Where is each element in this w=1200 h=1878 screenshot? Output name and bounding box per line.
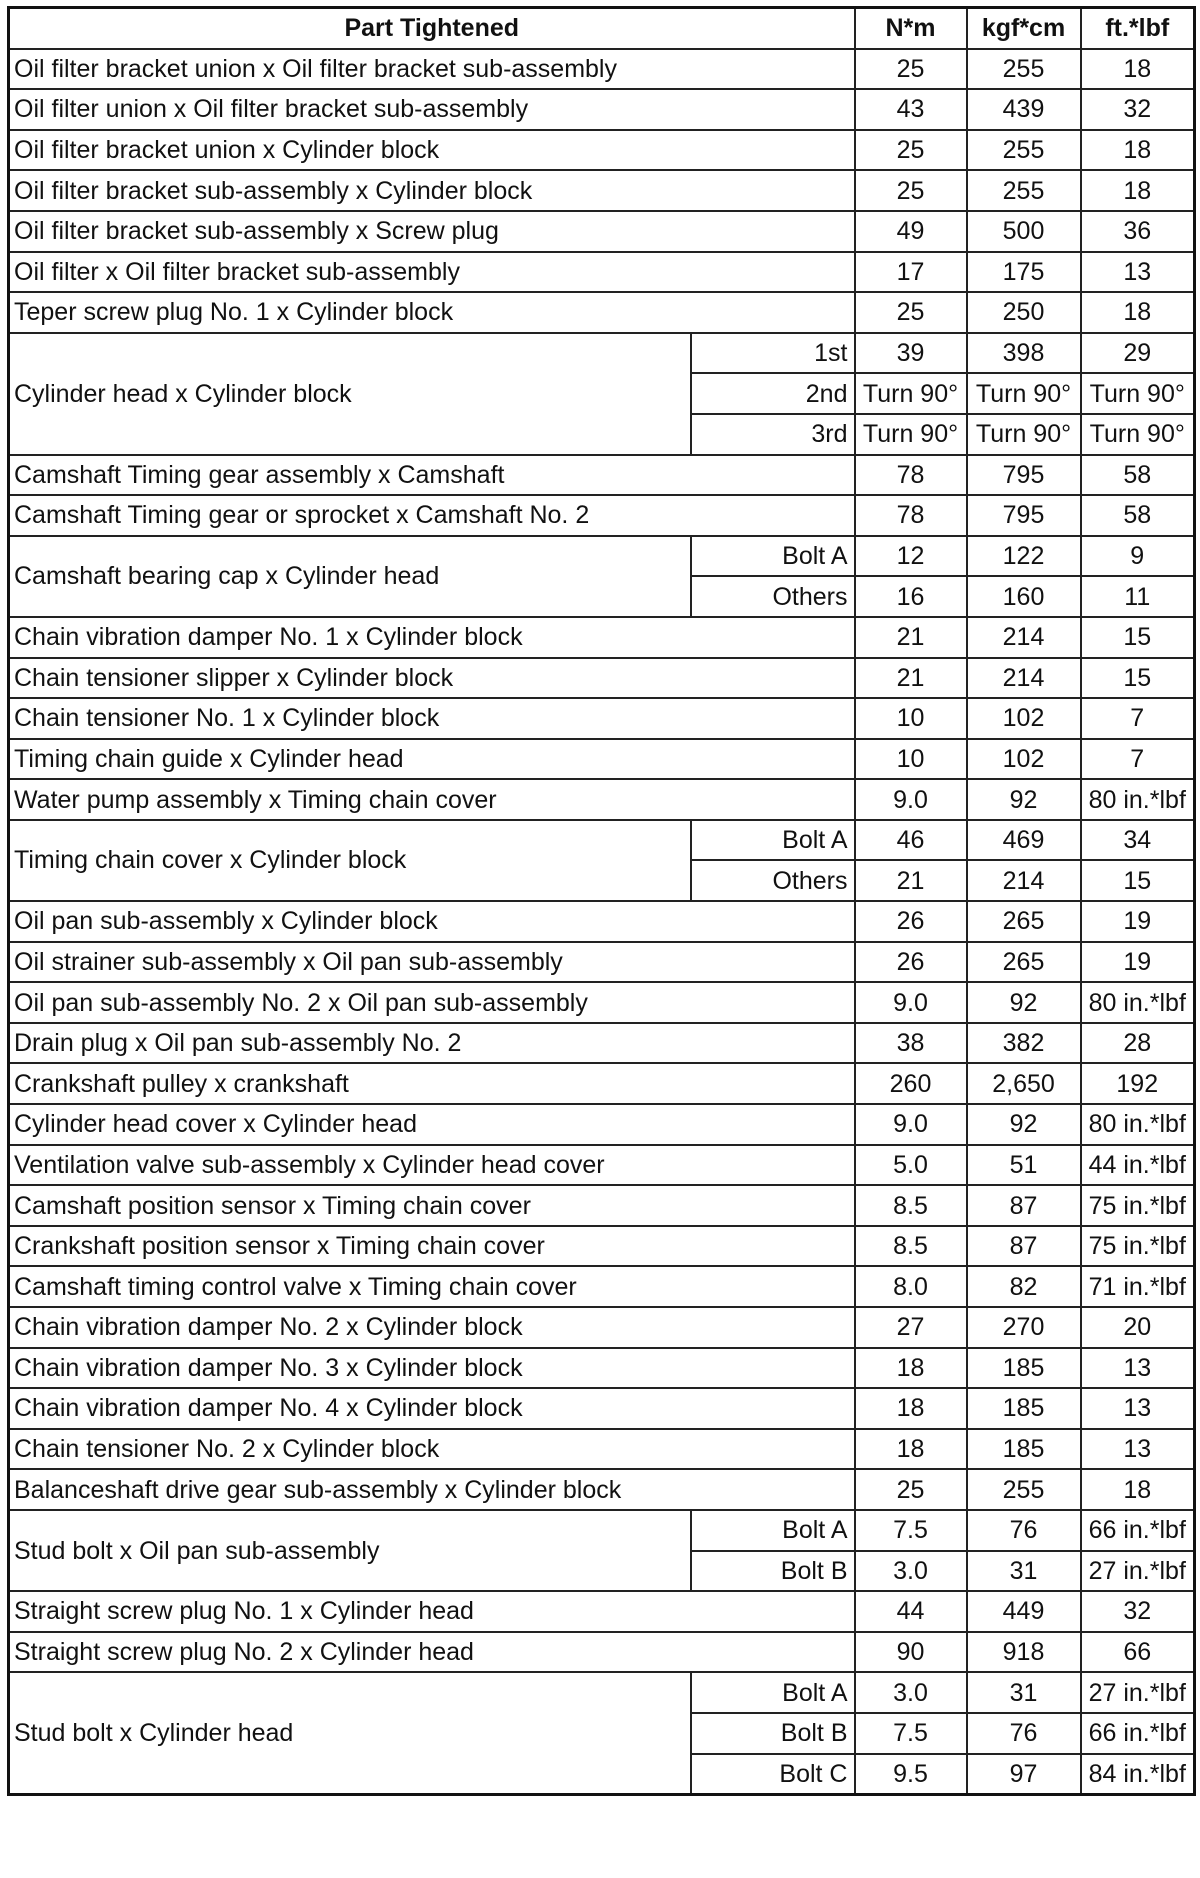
table-row [9,1023,1195,1064]
ft-lbf-value-cell: 32 [1081,1591,1195,1632]
part-tightened-cell: Oil filter bracket sub-assembly x Screw plug [9,211,855,252]
part-tightened-cell: Cylinder head x Cylinder block [9,333,691,455]
kgf-cm-value-cell: 31 [967,1672,1081,1713]
ft-lbf-value-cell: 13 [1081,1429,1195,1470]
kgf-cm-value-cell: 255 [967,1469,1081,1510]
nm-value-cell: 8.0 [855,1266,967,1307]
sub-condition-cell: 1st [691,333,855,374]
ft-lbf-value-cell: 58 [1081,495,1195,536]
nm-value-cell: Turn 90° [855,414,967,455]
nm-value-cell: 43 [855,89,967,130]
kgf-cm-value-cell: 185 [967,1388,1081,1429]
table-row [9,495,1195,536]
part-tightened-cell: Oil filter union x Oil filter bracket sub-assembly [9,89,855,130]
nm-value-cell: 90 [855,1632,967,1673]
table-row [9,1226,1195,1267]
nm-value-cell: 78 [855,455,967,496]
table-row [9,211,1195,252]
ft-lbf-value-cell: 18 [1081,1469,1195,1510]
part-tightened-cell: Timing chain guide x Cylinder head [9,739,855,780]
part-tightened-cell: Stud bolt x Cylinder head [9,1672,691,1794]
ft-lbf-value-cell: 20 [1081,1307,1195,1348]
header-ft-lbf: ft.*lbf [1081,8,1195,49]
kgf-cm-value-cell: 160 [967,576,1081,617]
ft-lbf-value-cell: 32 [1081,89,1195,130]
sub-condition-cell: 3rd [691,414,855,455]
ft-lbf-value-cell: 18 [1081,49,1195,90]
table-row [9,1469,1195,1510]
kgf-cm-value-cell: 382 [967,1023,1081,1064]
kgf-cm-value-cell: 185 [967,1348,1081,1389]
part-tightened-cell: Cylinder head cover x Cylinder head [9,1104,855,1145]
ft-lbf-value-cell: 27 in.*lbf [1081,1551,1195,1592]
kgf-cm-value-cell: 398 [967,333,1081,374]
sub-condition-cell: 2nd [691,373,855,414]
sub-condition-cell: Bolt A [691,536,855,577]
kgf-cm-value-cell: 51 [967,1145,1081,1186]
kgf-cm-value-cell: 265 [967,901,1081,942]
kgf-cm-value-cell: 449 [967,1591,1081,1632]
ft-lbf-value-cell: 18 [1081,292,1195,333]
part-tightened-cell: Balanceshaft drive gear sub-assembly x Cylinder block [9,1469,855,1510]
ft-lbf-value-cell: 9 [1081,536,1195,577]
kgf-cm-value-cell: 795 [967,455,1081,496]
table-row [9,536,1195,577]
nm-value-cell: 8.5 [855,1185,967,1226]
sub-condition-cell: Others [691,860,855,901]
table-row [9,698,1195,739]
table-row [9,1063,1195,1104]
ft-lbf-value-cell: 80 in.*lbf [1081,1104,1195,1145]
nm-value-cell: 27 [855,1307,967,1348]
nm-value-cell: 5.0 [855,1145,967,1186]
sub-condition-cell: Bolt A [691,820,855,861]
table-row [9,658,1195,699]
nm-value-cell: 38 [855,1023,967,1064]
nm-value-cell: 21 [855,860,967,901]
kgf-cm-value-cell: 500 [967,211,1081,252]
ft-lbf-value-cell: 15 [1081,617,1195,658]
ft-lbf-value-cell: 44 in.*lbf [1081,1145,1195,1186]
table-row [9,130,1195,171]
ft-lbf-value-cell: 80 in.*lbf [1081,982,1195,1023]
nm-value-cell: 17 [855,252,967,293]
ft-lbf-value-cell: 192 [1081,1063,1195,1104]
sub-condition-cell: Bolt B [691,1551,855,1592]
part-tightened-cell: Oil filter bracket union x Cylinder block [9,130,855,171]
kgf-cm-value-cell: 76 [967,1713,1081,1754]
table-row [9,1185,1195,1226]
ft-lbf-value-cell: 75 in.*lbf [1081,1226,1195,1267]
nm-value-cell: 78 [855,495,967,536]
nm-value-cell: 16 [855,576,967,617]
nm-value-cell: 3.0 [855,1672,967,1713]
nm-value-cell: 3.0 [855,1551,967,1592]
ft-lbf-value-cell: 18 [1081,170,1195,211]
sub-condition-cell: Bolt A [691,1672,855,1713]
nm-value-cell: 26 [855,901,967,942]
part-tightened-cell: Ventilation valve sub-assembly x Cylinder head cover [9,1145,855,1186]
ft-lbf-value-cell: 58 [1081,455,1195,496]
nm-value-cell: 9.0 [855,779,967,820]
part-tightened-cell: Oil strainer sub-assembly x Oil pan sub-assembly [9,942,855,983]
nm-value-cell: 25 [855,1469,967,1510]
part-tightened-cell: Camshaft position sensor x Timing chain cover [9,1185,855,1226]
part-tightened-cell: Camshaft Timing gear or sprocket x Camshaft No. 2 [9,495,855,536]
nm-value-cell: 39 [855,333,967,374]
kgf-cm-value-cell: Turn 90° [967,373,1081,414]
table-row [9,739,1195,780]
ft-lbf-value-cell: 84 in.*lbf [1081,1754,1195,1795]
header-nm: N*m [855,8,967,49]
table-row [9,901,1195,942]
part-tightened-cell: Stud bolt x Oil pan sub-assembly [9,1510,691,1591]
part-tightened-cell: Oil filter x Oil filter bracket sub-assembly [9,252,855,293]
kgf-cm-value-cell: 87 [967,1185,1081,1226]
table-row [9,1348,1195,1389]
part-tightened-cell: Camshaft Timing gear assembly x Camshaft [9,455,855,496]
part-tightened-cell: Straight screw plug No. 1 x Cylinder head [9,1591,855,1632]
ft-lbf-value-cell: 75 in.*lbf [1081,1185,1195,1226]
table-row [9,1307,1195,1348]
ft-lbf-value-cell: 29 [1081,333,1195,374]
ft-lbf-value-cell: 7 [1081,739,1195,780]
kgf-cm-value-cell: 214 [967,860,1081,901]
ft-lbf-value-cell: 13 [1081,252,1195,293]
kgf-cm-value-cell: 255 [967,49,1081,90]
table-row [9,49,1195,90]
ft-lbf-value-cell: 66 in.*lbf [1081,1713,1195,1754]
part-tightened-cell: Chain tensioner slipper x Cylinder block [9,658,855,699]
kgf-cm-value-cell: 92 [967,1104,1081,1145]
kgf-cm-value-cell: 175 [967,252,1081,293]
header-kgf-cm: kgf*cm [967,8,1081,49]
ft-lbf-value-cell: 15 [1081,860,1195,901]
table-row [9,1672,1195,1713]
ft-lbf-value-cell: 15 [1081,658,1195,699]
kgf-cm-value-cell: 87 [967,1226,1081,1267]
ft-lbf-value-cell: 19 [1081,901,1195,942]
part-tightened-cell: Camshaft timing control valve x Timing chain cover [9,1266,855,1307]
nm-value-cell: 7.5 [855,1713,967,1754]
part-tightened-cell: Timing chain cover x Cylinder block [9,820,691,901]
torque-table-body [9,49,1195,1795]
ft-lbf-value-cell: 27 in.*lbf [1081,1672,1195,1713]
kgf-cm-value-cell: 469 [967,820,1081,861]
part-tightened-cell: Oil pan sub-assembly No. 2 x Oil pan sub-assembly [9,982,855,1023]
table-row [9,333,1195,374]
sub-condition-cell: Bolt C [691,1754,855,1795]
table-row [9,455,1195,496]
ft-lbf-value-cell: 34 [1081,820,1195,861]
nm-value-cell: 8.5 [855,1226,967,1267]
header-row [9,8,1195,49]
nm-value-cell: 49 [855,211,967,252]
part-tightened-cell: Crankshaft position sensor x Timing chain cover [9,1226,855,1267]
table-row [9,1266,1195,1307]
kgf-cm-value-cell: 97 [967,1754,1081,1795]
ft-lbf-value-cell: 7 [1081,698,1195,739]
header-part-tightened: Part Tightened [9,8,855,49]
kgf-cm-value-cell: 795 [967,495,1081,536]
nm-value-cell: Turn 90° [855,373,967,414]
nm-value-cell: 44 [855,1591,967,1632]
part-tightened-cell: Chain vibration damper No. 1 x Cylinder block [9,617,855,658]
table-row [9,292,1195,333]
ft-lbf-value-cell: 18 [1081,130,1195,171]
ft-lbf-value-cell: 13 [1081,1388,1195,1429]
part-tightened-cell: Crankshaft pulley x crankshaft [9,1063,855,1104]
ft-lbf-value-cell: 66 [1081,1632,1195,1673]
table-row [9,942,1195,983]
kgf-cm-value-cell: 270 [967,1307,1081,1348]
ft-lbf-value-cell: 71 in.*lbf [1081,1266,1195,1307]
nm-value-cell: 18 [855,1388,967,1429]
kgf-cm-value-cell: 31 [967,1551,1081,1592]
nm-value-cell: 7.5 [855,1510,967,1551]
kgf-cm-value-cell: 102 [967,739,1081,780]
kgf-cm-value-cell: 265 [967,942,1081,983]
nm-value-cell: 21 [855,617,967,658]
part-tightened-cell: Camshaft bearing cap x Cylinder head [9,536,691,617]
torque-spec-sheet [7,6,1193,1796]
nm-value-cell: 260 [855,1063,967,1104]
part-tightened-cell: Drain plug x Oil pan sub-assembly No. 2 [9,1023,855,1064]
table-row [9,89,1195,130]
nm-value-cell: 25 [855,292,967,333]
kgf-cm-value-cell: 2,650 [967,1063,1081,1104]
part-tightened-cell: Straight screw plug No. 2 x Cylinder head [9,1632,855,1673]
table-row [9,1632,1195,1673]
kgf-cm-value-cell: 185 [967,1429,1081,1470]
kgf-cm-value-cell: 255 [967,170,1081,211]
kgf-cm-value-cell: 82 [967,1266,1081,1307]
table-row [9,1104,1195,1145]
table-row [9,617,1195,658]
table-row [9,779,1195,820]
kgf-cm-value-cell: 92 [967,779,1081,820]
nm-value-cell: 9.5 [855,1754,967,1795]
table-row [9,252,1195,293]
nm-value-cell: 25 [855,49,967,90]
table-row [9,1388,1195,1429]
nm-value-cell: 21 [855,658,967,699]
part-tightened-cell: Oil filter bracket sub-assembly x Cylinder block [9,170,855,211]
nm-value-cell: 25 [855,170,967,211]
part-tightened-cell: Teper screw plug No. 1 x Cylinder block [9,292,855,333]
part-tightened-cell: Chain vibration damper No. 3 x Cylinder block [9,1348,855,1389]
part-tightened-cell: Chain tensioner No. 2 x Cylinder block [9,1429,855,1470]
part-tightened-cell: Chain vibration damper No. 4 x Cylinder block [9,1388,855,1429]
table-row [9,982,1195,1023]
part-tightened-cell: Oil filter bracket union x Oil filter bracket sub-assembly [9,49,855,90]
kgf-cm-value-cell: 122 [967,536,1081,577]
table-row [9,1591,1195,1632]
table-row [9,1429,1195,1470]
sub-condition-cell: Others [691,576,855,617]
ft-lbf-value-cell: 13 [1081,1348,1195,1389]
kgf-cm-value-cell: 214 [967,658,1081,699]
part-tightened-cell: Chain vibration damper No. 2 x Cylinder block [9,1307,855,1348]
table-row [9,820,1195,861]
ft-lbf-value-cell: Turn 90° [1081,414,1195,455]
kgf-cm-value-cell: 92 [967,982,1081,1023]
nm-value-cell: 12 [855,536,967,577]
part-tightened-cell: Chain tensioner No. 1 x Cylinder block [9,698,855,739]
ft-lbf-value-cell: 80 in.*lbf [1081,779,1195,820]
nm-value-cell: 25 [855,130,967,171]
nm-value-cell: 9.0 [855,1104,967,1145]
kgf-cm-value-cell: Turn 90° [967,414,1081,455]
kgf-cm-value-cell: 102 [967,698,1081,739]
kgf-cm-value-cell: 918 [967,1632,1081,1673]
table-row [9,1510,1195,1551]
part-tightened-cell: Oil pan sub-assembly x Cylinder block [9,901,855,942]
kgf-cm-value-cell: 439 [967,89,1081,130]
sub-condition-cell: Bolt A [691,1510,855,1551]
nm-value-cell: 9.0 [855,982,967,1023]
ft-lbf-value-cell: 19 [1081,942,1195,983]
part-tightened-cell: Water pump assembly x Timing chain cover [9,779,855,820]
kgf-cm-value-cell: 76 [967,1510,1081,1551]
ft-lbf-value-cell: 28 [1081,1023,1195,1064]
torque-table [7,6,1196,1796]
table-row [9,1145,1195,1186]
nm-value-cell: 10 [855,698,967,739]
nm-value-cell: 26 [855,942,967,983]
nm-value-cell: 18 [855,1348,967,1389]
table-row [9,170,1195,211]
nm-value-cell: 46 [855,820,967,861]
kgf-cm-value-cell: 255 [967,130,1081,171]
kgf-cm-value-cell: 214 [967,617,1081,658]
ft-lbf-value-cell: 66 in.*lbf [1081,1510,1195,1551]
kgf-cm-value-cell: 250 [967,292,1081,333]
ft-lbf-value-cell: 36 [1081,211,1195,252]
ft-lbf-value-cell: 11 [1081,576,1195,617]
nm-value-cell: 10 [855,739,967,780]
sub-condition-cell: Bolt B [691,1713,855,1754]
nm-value-cell: 18 [855,1429,967,1470]
ft-lbf-value-cell: Turn 90° [1081,373,1195,414]
